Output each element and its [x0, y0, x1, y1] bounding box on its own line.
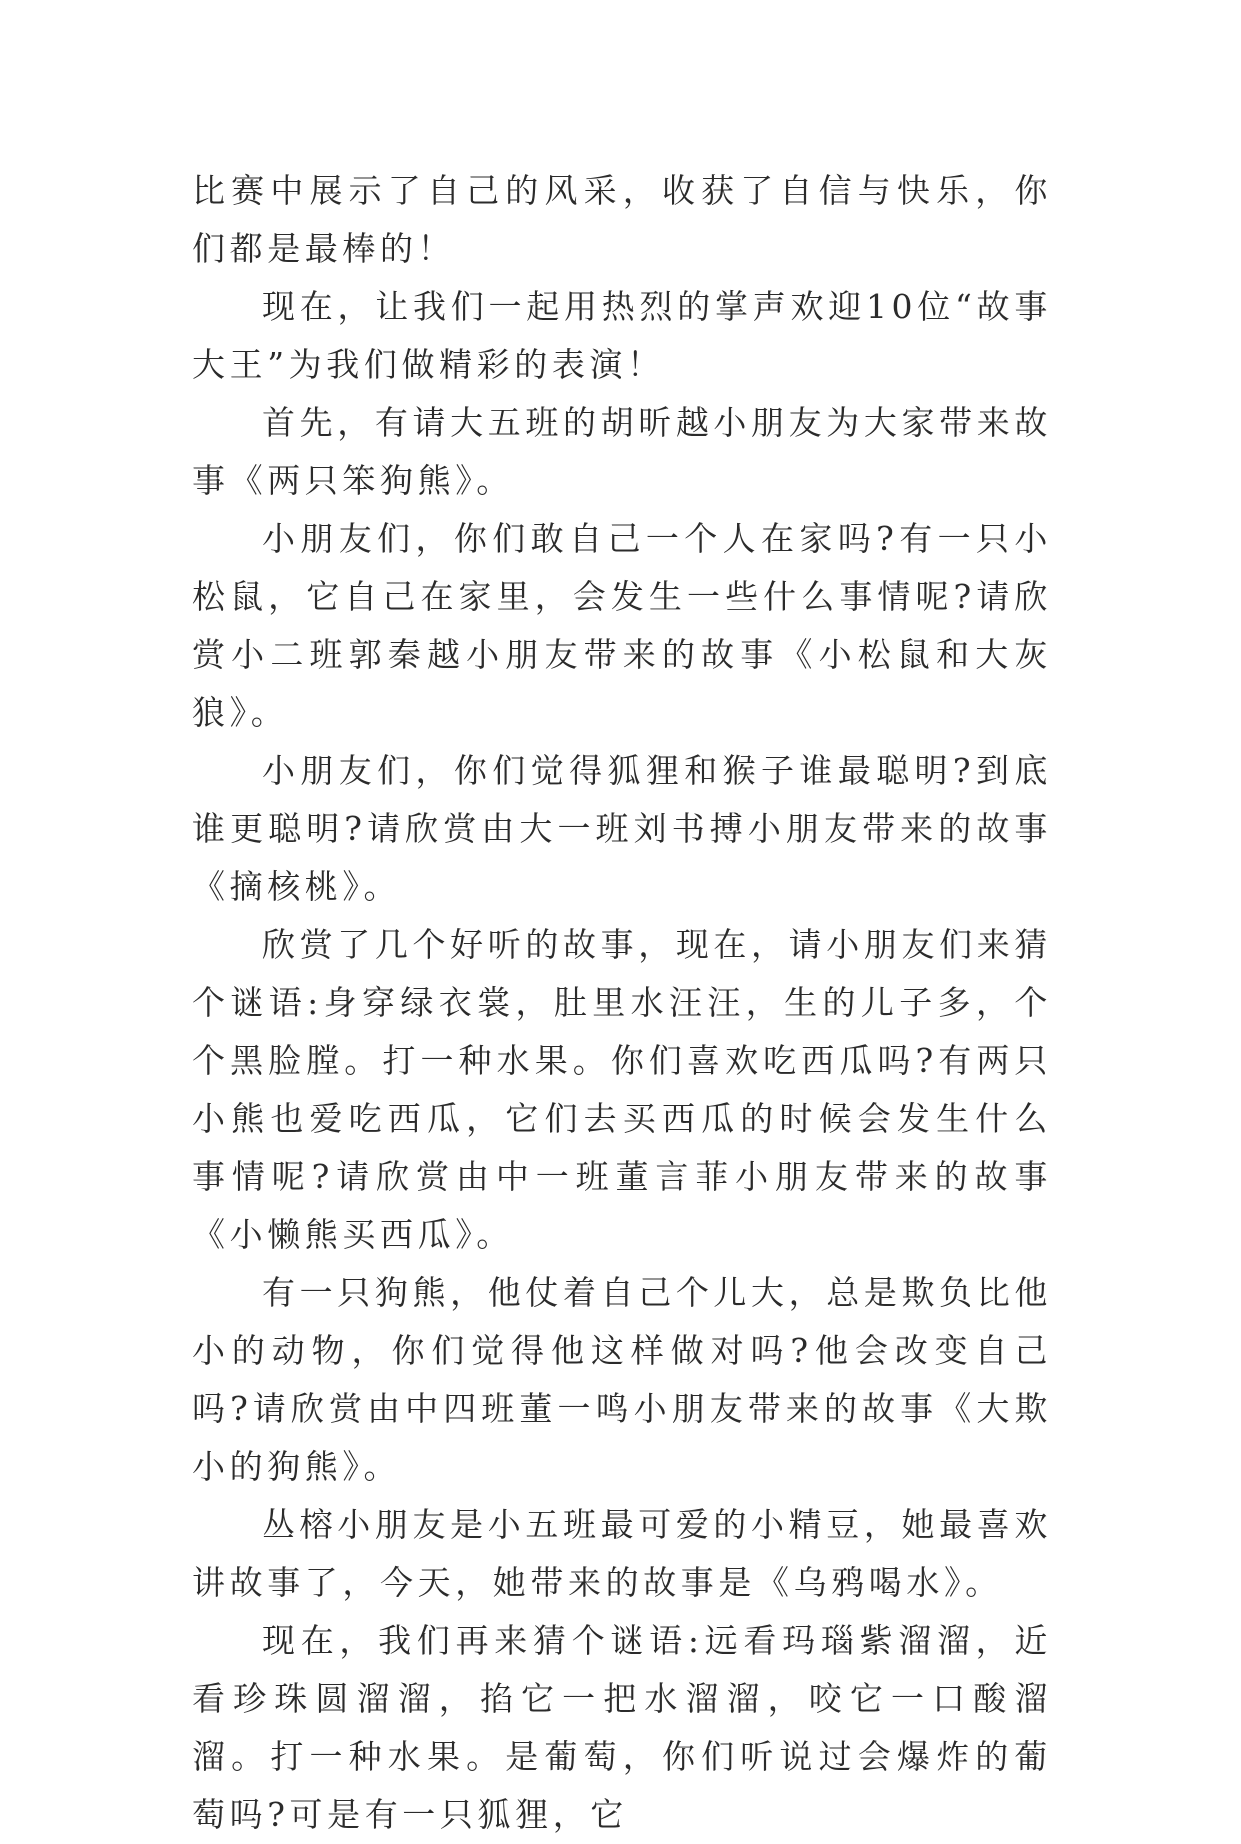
paragraph-8: 丛榕小朋友是小五班最可爱的小精豆，她最喜欢讲故事了，今天，她带来的故事是《乌鸦喝水》。 — [192, 1505, 1052, 1602]
paragraph-6: 欣赏了几个好听的故事，现在，请小朋友们来猜个谜语:身穿绿衣裳，肚里水汪汪，生的儿子多，个个黑脸膛。打一种水果。你们喜欢吃西瓜吗?有两只小熊也爱吃西瓜，它们去买西瓜的时候会发生什么事情呢?请欣赏由中一班董言菲小朋友带来的故事《小懒熊买西瓜》。 — [192, 925, 1052, 1254]
paragraph-5: 小朋友们，你们觉得狐狸和猴子谁最聪明?到底谁更聪明?请欣赏由大一班刘书搏小朋友带来的故事《摘核桃》。 — [192, 751, 1052, 906]
paragraph-4: 小朋友们，你们敢自己一个人在家吗?有一只小松鼠，它自己在家里，会发生一些什么事情呢?请欣赏小二班郭秦越小朋友带来的故事《小松鼠和大灰狼》。 — [192, 519, 1052, 732]
paragraph-7: 有一只狗熊，他仗着自己个儿大，总是欺负比他小的动物，你们觉得他这样做对吗?他会改变自己吗?请欣赏由中四班董一鸣小朋友带来的故事《大欺小的狗熊》。 — [192, 1273, 1052, 1486]
paragraph-2: 现在，让我们一起用热烈的掌声欢迎10位“故事大王”为我们做精彩的表演！ — [192, 287, 1052, 384]
paragraph-3: 首先，有请大五班的胡昕越小朋友为大家带来故事《两只笨狗熊》。 — [192, 403, 1052, 500]
document-body — [192, 162, 1052, 1844]
paragraph-9: 现在，我们再来猜个谜语:远看玛瑙紫溜溜，近看珍珠圆溜溜，掐它一把水溜溜，咬它一口酸溜溜。打一种水果。是葡萄，你们听说过会爆炸的葡萄吗?可是有一只狐狸，它 — [192, 1621, 1052, 1834]
paragraph-1: 比赛中展示了自己的风采，收获了自信与快乐，你们都是最棒的！ — [192, 171, 1052, 268]
